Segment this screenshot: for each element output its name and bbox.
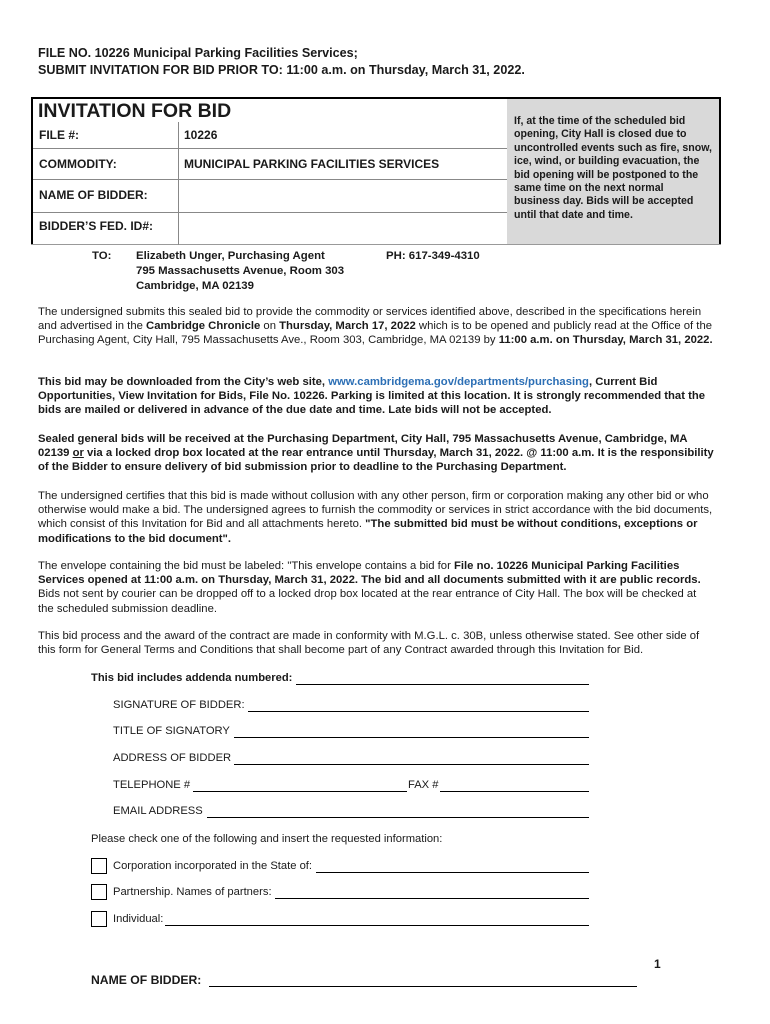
file-value: 10226: [184, 128, 218, 142]
paragraph-download: This bid may be downloaded from the City’s web site, www.cambridgema.gov/departments/purchasing, Current Bid Opportunities, View Invitation for Bids, File No. 10226. Parking is limited at this location. It is strongly recommended that the bids are mailed or delivered in advance of the due date and time. Late bids will not be accepted.: [38, 376, 706, 417]
footer-bidder-name-field[interactable]: [209, 986, 637, 987]
bidder-address-field[interactable]: [234, 764, 589, 765]
paragraph-certification: The undersigned certifies that this bid is made without collusion with any other person, firm or corporation making any other bid or who otherwise would make a bid. The undersigned agrees to furnish the commodity or services in strict accordance with the bid documents, which consist of this Invitation for Bid and all attachments hereto. "The submitted bid must be without conditions, exceptions or modifications to the bid document".: [38, 490, 713, 545]
corporation-state-field[interactable]: [316, 872, 589, 873]
signature-label: SIGNATURE OF BIDDER:: [113, 699, 245, 711]
page-number: 1: [654, 957, 661, 971]
signatory-title-label: TITLE OF SIGNATORY: [113, 725, 230, 737]
header-file-line: FILE NO. 10226 Municipal Parking Facilities Services;: [38, 46, 358, 60]
recipient-name: Elizabeth Unger, Purchasing Agent: [136, 250, 325, 262]
email-label: EMAIL ADDRESS: [113, 805, 203, 817]
document-header: [38, 45, 525, 79]
telephone-field[interactable]: [193, 791, 407, 792]
individual-label: Individual:: [113, 913, 164, 925]
paragraph-bid-submission: The undersigned submits this sealed bid to provide the commodity or services identified above, described in the specifications herein and advertised in the Cambridge Chronicle on Thursday, March 17, 2022 which is to be opened and publicly read at the Office of the Purchasing Agent, City Hall, 795 Massachusetts Ave., Room 303, Cambridge, MA 02139 by 11:00 a.m. on Thursday, March 31, 2022.: [38, 306, 713, 347]
paragraph-sealed-bids: Sealed general bids will be received at the Purchasing Department, City Hall, 795 Massachusetts Avenue, Cambridge, MA 02139 or via a locked drop box located at the rear entrance until Thursday, March 31, 2022. @ 11:00 a.m. It is the responsibility of the Bidder to ensure delivery of bid submission prior to deadline to the Purchasing Department.: [38, 433, 714, 474]
bidder-name-label: NAME OF BIDDER:: [39, 188, 148, 202]
individual-checkbox[interactable]: [91, 911, 107, 927]
closure-notice-text: If, at the time of the scheduled bid opening, City Hall is closed due to uncontrolled events such as fire, snow, ice, wind, or building evacuation, the bid opening will be postponed to the same time on the next normal business day. Bids will be accepted until that date and time.: [514, 115, 712, 221]
recipient-phone: PH: 617-349-4310: [386, 250, 480, 262]
commodity-value: MUNICIPAL PARKING FACILITIES SERVICES: [184, 157, 440, 171]
fax-field[interactable]: [440, 791, 589, 792]
partnership-label: Partnership. Names of partners:: [113, 886, 272, 898]
bidder-name-field[interactable]: [180, 181, 506, 211]
paragraph-envelope: The envelope containing the bid must be labeled: "This envelope contains a bid for File no. 10226 Municipal Parking Facilities Services opened at 11:00 a.m. on Thursday, March 31, 2022. The bid and all documents submitted with it are public records. Bids not sent by courier can be dropped off to a locked drop box located at the rear entrance of City Hall. The box will be checked at the scheduled submission deadline.: [38, 560, 701, 615]
to-label: TO:: [92, 250, 112, 262]
header-deadline-line: SUBMIT INVITATION FOR BID PRIOR TO: 11:00 a.m. on Thursday, March 31, 2022.: [38, 63, 525, 77]
commodity-label: COMMODITY:: [39, 157, 117, 171]
partnership-checkbox[interactable]: [91, 884, 107, 900]
recipient-city: Cambridge, MA 02139: [136, 280, 254, 292]
signatory-title-field[interactable]: [234, 737, 589, 738]
telephone-label: TELEPHONE #: [113, 779, 191, 791]
file-label: FILE #:: [39, 128, 80, 142]
recipient-street: 795 Massachusetts Avenue, Room 303: [136, 265, 345, 277]
paragraph-conformity: This bid process and the award of the contract are made in conformity with M.G.L. c. 30B, unless otherwise stated. See other side of this form for General Terms and Conditions that shall become part of any Contract awarded through this Invitation for Bid.: [38, 630, 700, 657]
signature-field[interactable]: [248, 711, 589, 712]
purchasing-website-link[interactable]: www.cambridgema.gov/departments/purchasing: [328, 376, 589, 388]
corporation-label: Corporation incorporated in the State of:: [113, 860, 313, 872]
fed-id-label: BIDDER’S FED. ID#:: [39, 219, 154, 233]
fed-id-field[interactable]: [180, 214, 506, 244]
bidder-address-label: ADDRESS OF BIDDER: [113, 752, 232, 764]
partnership-names-field[interactable]: [275, 898, 589, 899]
email-field[interactable]: [207, 817, 589, 818]
fax-label: FAX #: [408, 779, 439, 791]
addenda-label: This bid includes addenda numbered:: [91, 672, 293, 684]
footer-bidder-name-label: NAME OF BIDDER:: [91, 973, 202, 987]
invitation-title: INVITATION FOR BID: [38, 100, 232, 122]
entity-type-prompt: Please check one of the following and insert the requested information:: [91, 833, 443, 845]
corporation-checkbox[interactable]: [91, 858, 107, 874]
addenda-field[interactable]: [296, 684, 589, 685]
individual-name-field[interactable]: [165, 925, 589, 926]
recipient-address: [136, 249, 344, 294]
